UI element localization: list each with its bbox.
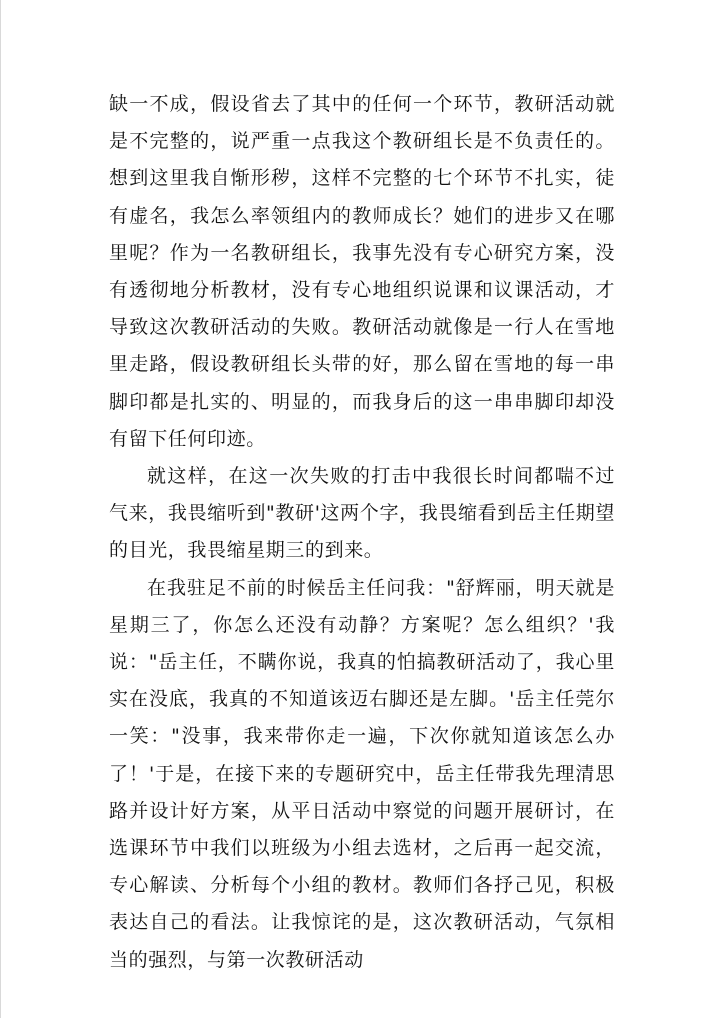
paragraph-3: 在我驻足不前的时候岳主任问我："舒辉丽，明天就是星期三了，你怎么还没有动静？方案呢？怎么组织？'我说："岳主任，不瞒你说，我真的怕搞教研活动了，我心里实在没底，我真的不知道该迈右脚还是左脚。'岳主任莞尔一笑："没事，我来带你走一遍，下次你就知道该怎么办了！'于是，在接下来的专题研究中，岳主任带我先理清思路并设计好方案，从平日活动中察觉的问题开展研讨，在选课环节中我们以班级为小组去选材，之后再一起交流，专心解读、分析每个小组的教材。教师们各抒己见，积极表达自己的看法。让我惊诧的是，这次教研活动，气氛相当的强烈，与第一次教研活动 xyxy=(109,576,615,971)
paragraph-1: 缺一不成，假设省去了其中的任何一个环节，教研活动就是不完整的，说严重一点我这个教研组长是不负责任的。想到这里我自惭形秽，这样不完整的七个环节不扎实，徒有虚名，我怎么率领组内的教师成长？她们的进步又在哪里呢？作为一名教研组长，我事先没有专心研究方案，没有透彻地分析教材，没有专心地组织说课和议课活动，才导致这次教研活动的失败。教研活动就像是一行人在雪地里走路，假设教研组长头带的好，那么留在雪地的每一串脚印都是扎实的、明显的，而我身后的这一串串脚印却没有留下任何印迹。 xyxy=(109,93,615,450)
paragraph-2: 就这样，在这一次失败的打击中我很长时间都喘不过气来，我畏缩听到"教研'这两个字，我畏缩看到岳主任期望的目光，我畏缩星期三的到来。 xyxy=(109,465,615,562)
body-text xyxy=(109,86,615,979)
